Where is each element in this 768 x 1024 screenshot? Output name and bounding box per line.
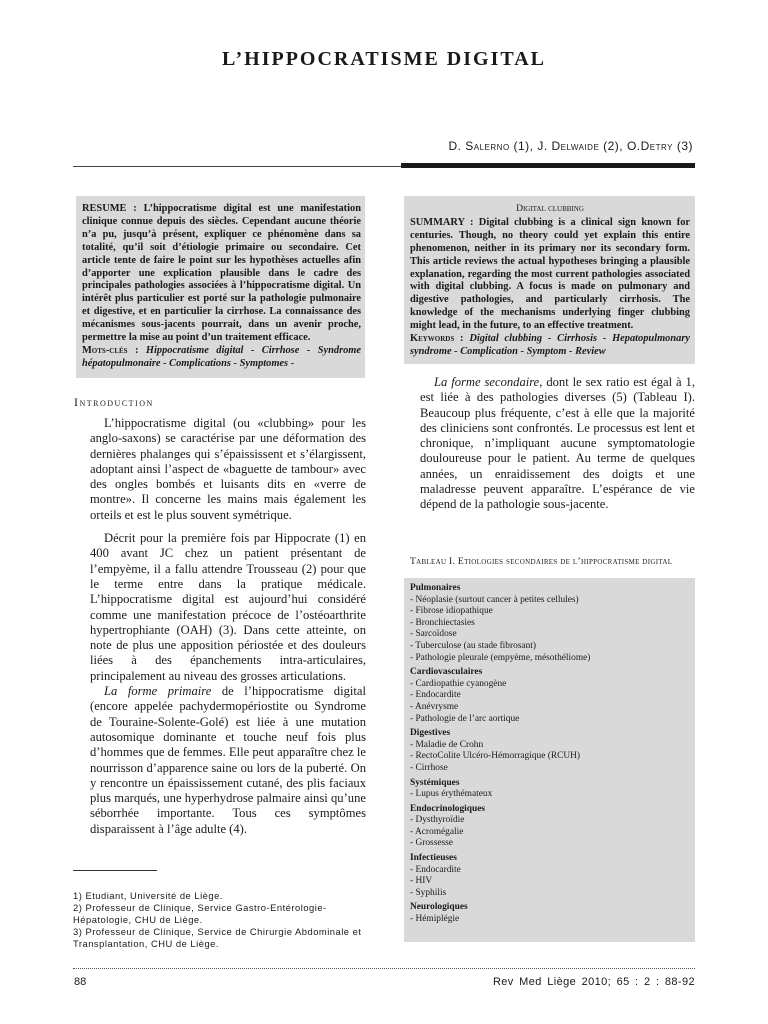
table-group-systemiques — [410, 778, 690, 801]
keywords-fr: Hippocratisme digital - Cirrhose - Syndrome hépatopulmonaire - Complications - Symptomes - — [82, 344, 362, 369]
secondary-form-term: La forme secondaire — [434, 375, 540, 389]
footer-rule — [73, 968, 695, 969]
keywords-fr-label: Mots-clés : — [82, 344, 139, 356]
intro-paragraph-1: L’hippocratisme digital (ou «clubbing» pour les anglo-saxons) se caractérise par une déformation des dernières phalanges qui s’épaississent et s’élargissent, adoptant ainsi l’aspect de «baguette de tambour» avec des ongles bombés et luisants dits en «verre de montre». Il concerne les mains mais également les orteils et est le plus souvent symétrique. — [90, 416, 366, 522]
table-item: - Endocardite — [410, 690, 461, 701]
english-abstract-box — [404, 196, 695, 364]
table-caption: Tableau I. Etiologies secondaires de l’hippocratisme digital — [410, 556, 673, 567]
table-group-title: Endocrinologiques — [410, 803, 486, 814]
table-group-endocrinologiques — [410, 804, 690, 850]
author-list: D. Salerno (1), J. Delwaide (2), O.Detry (3) — [448, 139, 693, 153]
table-item: - Bronchiectasies — [410, 617, 475, 628]
body-column-right — [420, 375, 695, 513]
footnote-1: 1) Etudiant, Université de Liège. — [73, 890, 223, 901]
page-number: 88 — [74, 976, 87, 988]
table-item: - Pathologie de l’arc aortique — [410, 713, 520, 724]
intro-paragraph-2: Décrit pour la première fois par Hippocrate (1) en 400 avant JC chez un patient présentant de l’empyème, il a fallu attendre Trousseau (2) pour que le terme entre dans la pratique médicale. L’hippocratisme digital est aujourd’hui considéré comme une manifestation précoce de l’ostéoarthrite hypertrophiante (OAH) (3). Dans cette atteinte, on note de plus une apposition périostée et des douleurs liées à des épanchements intra-articulaires, principalement au niveau des grosses articulations. — [90, 531, 366, 683]
footnotes — [73, 890, 373, 950]
table-group-digestives — [410, 728, 690, 774]
keywords-en: Digital clubbing - Cirrhosis - Hepatopulmonary syndrome - Complication - Symptom - Review — [410, 333, 690, 357]
summary-text: Digital clubbing is a clinical sign known for centuries. Though, no theory could yet explain this entire phenomenon, neither in its primary nor its secondary form. This article reviews the actual hypotheses bringing a plausible explanation, regarding the most current pathologies associated with digital clubbing. A focus is made on pulmonary and digestive pathologies, and particularly cirrhosis. The knowledge of the mechanisms underlying finger clubbing might lead, in the future, to an effective treatment. — [410, 216, 690, 332]
body-column-left — [90, 416, 366, 837]
etiology-table — [404, 578, 695, 942]
table-group-infectieuses — [410, 853, 690, 899]
summary-heading: Digital clubbing — [516, 204, 584, 214]
table-item: - Cirrhose — [410, 762, 448, 773]
footnote-3: 3) Professeur de Clinique, Service de Chirurgie Abdominale et Transplantation, CHU de Liège. — [73, 925, 362, 949]
table-item: - Cardiopathie cyanogène — [410, 678, 507, 689]
table-group-title: Systémiques — [410, 777, 460, 788]
table-item: - HIV — [410, 876, 433, 887]
intro-paragraph-3 — [90, 684, 366, 837]
footnote-2: 2) Professeur de Clinique, Service Gastro-Entérologie-Hépatologie, CHU de Liège. — [73, 901, 327, 925]
table-item: - Endocardite — [410, 864, 461, 875]
table-group-title: Neurologiques — [410, 902, 468, 913]
header-rule-thin — [73, 166, 401, 167]
table-item: - Lupus érythémateux — [410, 789, 493, 800]
table-group-title: Cardiovasculaires — [410, 667, 483, 678]
table-item: - Fibrose idiopathique — [410, 606, 493, 617]
journal-citation: Rev Med Liège 2010; 65 : 2 : 88-92 — [492, 976, 695, 988]
table-item: - Sarcoïdose — [410, 629, 457, 640]
table-item: - Grossesse — [410, 838, 453, 849]
secondary-form-text: , dont le sex ratio est égal à 1, est liée à des pathologies diverses (5) (Tableau I). Beaucoup plus fréquente, c’est à elle que la majorité des cliniciens sont confrontés. Le processus est lent et chronique, n’impliquant aucune symptomatologie douloureuse pour le patient. Au terme de quelques années, un enraidissement des doigts et une maladresse peuvent apparaître. L’espérance de vie dépend de la pathologie sous-jacente. — [420, 375, 695, 512]
table-item: - Hémiplégie — [410, 914, 460, 925]
table-group-title: Infectieuses — [410, 853, 457, 864]
resume-label: RESUME : — [82, 203, 137, 214]
article-title: L’HIPPOCRATISME DIGITAL — [221, 48, 546, 70]
table-item: - Maladie de Crohn — [410, 739, 484, 750]
table-item: - Tuberculose (au stade fibrosant) — [410, 640, 537, 651]
table-group-pulmonaires — [410, 583, 690, 664]
french-abstract-box — [76, 196, 365, 378]
table-item: - Syphilis — [410, 887, 447, 898]
header-rule-thick — [401, 163, 695, 168]
intro-paragraph-4 — [420, 375, 695, 513]
table-group-neurologiques — [410, 902, 690, 925]
table-group-cardiovasculaires — [410, 667, 690, 725]
resume-text: L’hippocratisme digital est une manifestation clinique connue depuis des siècles. Cependant aucune théorie n’a pu, jusqu’à présent, expliquer ce phénomène dans sa totalité, qu’il soit d’étiologie primaire ou secondaire. Cet article tente de faire le point sur les hypothèses actuelles afin d’apporter une explication plausible dans le cadre des principales pathologies associées à l’hippocratisme digital. Un intérêt plus particulier est porté sur la pathologie pulmonaire et digestive, et en particulier la cirrhose. La connaissance des mécanismes sous-jacents pourrait, dans un avenir proche, permettre la mise au point d’un traitement efficace. — [82, 203, 361, 344]
summary-label: SUMMARY : — [410, 216, 474, 228]
table-item: - Néoplasie (surtout cancer à petites cellules) — [410, 594, 579, 605]
primary-form-text: de l’hippocratisme digital (encore appelée pachydermopériostite ou Syndrome de Touraine-Solente-Golé) est liée à une mutation autosomique dominante et touche neuf fois plus d’hommes que de femmes. Elle peut apparaître chez le nourrisson d’apparence saine ou lors de la puberté. On y rencontre un épaississement cutané, des plis faciaux plus marqués, une hyperhydrose palmaire ainsi qu’une séborrhée importante. Tous ces symptômes disparaissent à l’âge adulte (4). — [90, 684, 366, 836]
footnote-rule — [73, 870, 157, 871]
table-item: - RectoColite Ulcéro-Hémorragique (RCUH) — [410, 751, 580, 762]
table-group-title: Pulmonaires — [410, 583, 461, 593]
table-item: - Pathologie pleurale (empyème, mésothéliome) — [410, 652, 591, 663]
keywords-en-label: Keywords : — [410, 333, 464, 345]
table-item: - Anévrysme — [410, 701, 459, 712]
table-item: - Acromégalie — [410, 826, 464, 837]
primary-form-term: La forme primaire — [104, 684, 212, 699]
introduction-heading: Introduction — [74, 395, 154, 409]
table-group-title: Digestives — [410, 728, 451, 739]
table-item: - Dysthyroïdie — [410, 815, 465, 826]
